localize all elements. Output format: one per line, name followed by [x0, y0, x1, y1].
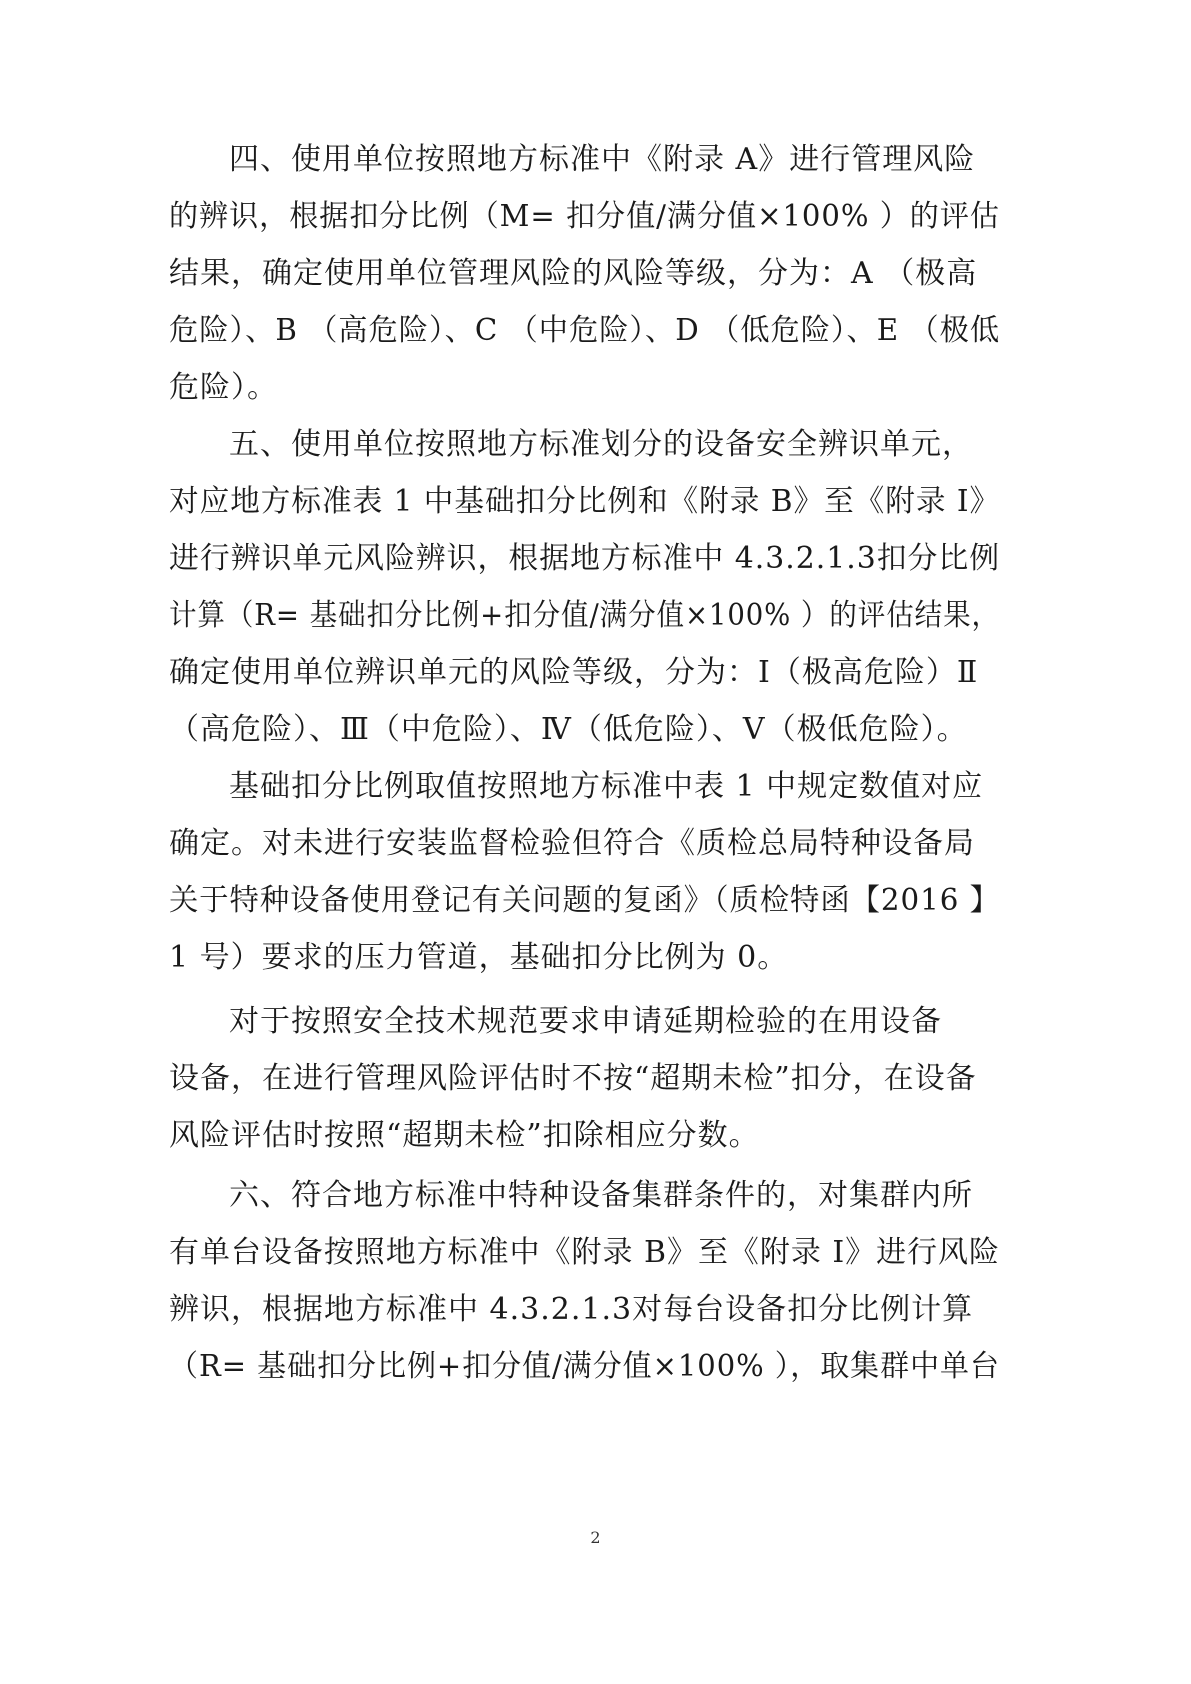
text-line: 进行辨识单元风险辨识，根据地方标准中 4.3.2.1.3扣分比例: [169, 541, 1001, 576]
text-line: 结果，确定使用单位管理风险的风险等级，分为：A （极高: [169, 256, 978, 291]
text-line: 对于按照安全技术规范要求申请延期检验的在用设备: [229, 1004, 942, 1039]
text-line: 1 号）要求的压力管道，基础扣分比例为 0。: [169, 940, 789, 975]
text-line: 对应地方标准表 1 中基础扣分比例和《附录 B》至《附录 I》: [169, 484, 1001, 519]
text-line: 基础扣分比例取值按照地方标准中表 1 中规定数值对应: [229, 769, 984, 804]
text-line: 四、使用单位按照地方标准中《附录 A》进行管理风险: [229, 142, 976, 177]
text-line: 六、符合地方标准中特种设备集群条件的，对集群内所: [229, 1178, 973, 1213]
text-line: （高危险）、Ⅲ（中危险）、Ⅳ（低危险）、Ⅴ（极低危险）。: [169, 712, 968, 747]
page-number: 2: [590, 1528, 601, 1547]
text-line: 五、使用单位按照地方标准划分的设备安全辨识单元，: [229, 427, 973, 462]
text-line: （R= 基础扣分比例+扣分值/满分值×100% ），取集群中单台: [169, 1349, 1000, 1384]
text-line: 确定。对未进行安装监督检验但符合《质检总局特种设备局: [169, 826, 975, 861]
text-line: 的辨识，根据扣分比例（M= 扣分值/满分值×100% ）的评估: [169, 199, 1000, 234]
text-line: 辨识，根据地方标准中 4.3.2.1.3对每台设备扣分比例计算: [169, 1292, 974, 1327]
text-line: 设备，在进行管理风险评估时不按“超期未检”扣分，在设备: [169, 1061, 977, 1096]
text-line: 风险评估时按照“超期未检”扣除相应分数。: [169, 1118, 760, 1153]
text-line: 危险）。: [169, 370, 278, 405]
text-line: 确定使用单位辨识单元的风险等级，分为：Ⅰ（极高危险）Ⅱ: [169, 655, 979, 690]
text-line: 危险）、B （高危险）、C （中危险）、D （低危险）、E （极低: [169, 313, 1001, 348]
text-line: 关于特种设备使用登记有关问题的复函》（质检特函【2016 】: [169, 883, 1000, 918]
text-line: 计算（R= 基础扣分比例+扣分值/满分值×100% ）的评估结果，: [169, 598, 1000, 633]
text-line: 有单台设备按照地方标准中《附录 B》至《附录 I》进行风险: [169, 1235, 1000, 1270]
